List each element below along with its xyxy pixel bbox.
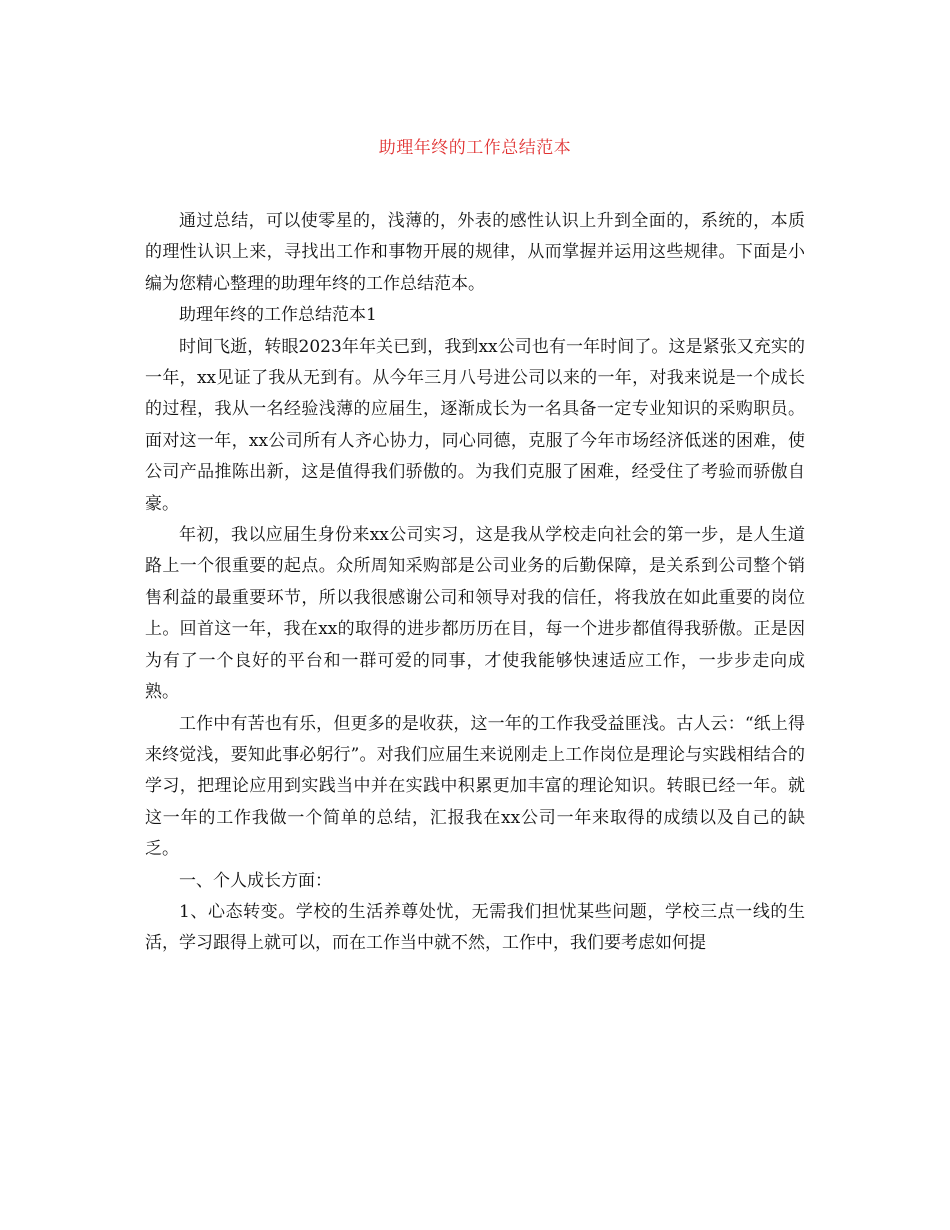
intro-paragraph: 通过总结，可以使零星的，浅薄的，外表的感性认识上升到全面的，系统的，本质的理性认识上来，寻找出工作和事物开展的规律，从而掌握并运用这些规律。下面是小编为您精心整理的助理年终的工作总结范本。: [145, 211, 805, 294]
section-heading-sample-1: 助理年终的工作总结范本1: [179, 305, 377, 326]
body-paragraph: 年初，我以应届生身份来xx公司实习，这是我从学校走向社会的第一步，是人生道路上一个很重要的起点。众所周知采购部是公司业务的后勤保障，是关系到公司整个销售利益的最重要环节，所以我很感谢公司和领导对我的信任，将我放在如此重要的岗位上。回首这一年，我在xx的取得的进步都历历在目，每一个进步都值得我骄傲。正是因为有了一个良好的平台和一群可爱的同事，才使我能够快速适应工作，一步步走向成熟。: [145, 525, 805, 703]
section-heading-personal-growth: 一、个人成长方面：: [179, 870, 332, 891]
body-paragraph: 工作中有苦也有乐，但更多的是收获，这一年的工作我受益匪浅。古人云：“纸上得来终觉浅，要知此事必躬行”。对我们应届生来说刚走上工作岗位是理论与实践相结合的学习，把理论应用到实践当中并在实践中积累更加丰富的理论知识。转眼已经一年。就这一年的工作我做一个简单的总结，汇报我在xx公司一年来取得的成绩以及自己的缺乏。: [145, 713, 805, 860]
document-title: 助理年终的工作总结范本: [378, 138, 572, 158]
body-paragraph: 1、心态转变。学校的生活养尊处忧，无需我们担忧某些问题，学校三点一线的生活，学习跟得上就可以，而在工作当中就不然，工作中，我们要考虑如何提: [145, 901, 805, 954]
body-paragraph: 时间飞逝，转眼2023年年关已到，我到xx公司也有一年时间了。这是紧张又充实的一年，xx见证了我从无到有。从今年三月八号进公司以来的一年，对我来说是一个成长的过程，我从一名经验浅薄的应届生，逐渐成长为一名具备一定专业知识的采购职员。面对这一年，xx公司所有人齐心协力，同心同德，克服了今年市场经济低迷的困难，使公司产品推陈出新，这是值得我们骄傲的。为我们克服了困难，经受住了考验而骄傲自豪。: [145, 336, 805, 514]
document-body: [145, 206, 805, 960]
